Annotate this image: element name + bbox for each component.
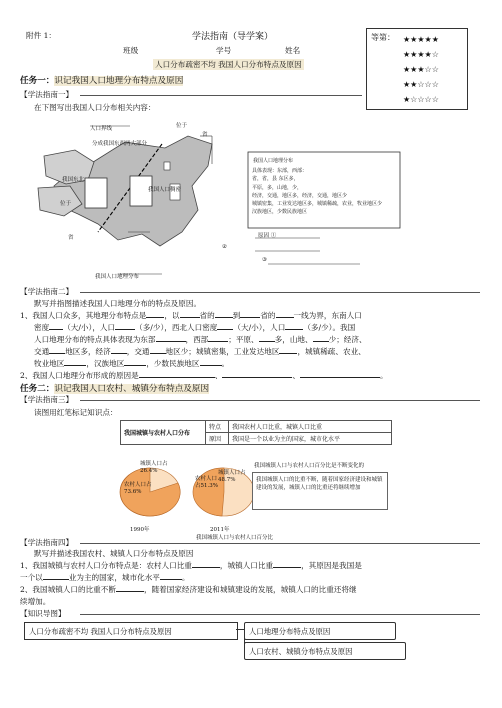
table-row2-head: 原因 xyxy=(206,433,229,445)
grade-row-4: ★★★★☆ xyxy=(403,50,439,59)
task1-label: 任务一： xyxy=(20,76,55,86)
map-label-river: 位于 xyxy=(176,123,188,129)
panel-line-6: 汉族地区，少数民族地区 xyxy=(252,209,308,216)
mindmap-root xyxy=(24,622,238,640)
map-label-note: 分成我国东西两大部分 xyxy=(92,141,148,147)
guide2-item1-line3: 人口地理分布的特点具体表现为东部 ，西部 ；平原、 多，山地、 少；经济、 xyxy=(34,335,367,344)
guide2-instruction: 默写并指图描述我国人口地理分布的特点及原因。 xyxy=(34,299,202,308)
grade-row-2: ★★☆☆☆ xyxy=(403,80,439,89)
guide1-instruction: 在下图写出我国人口分布相关内容： xyxy=(34,103,156,112)
pie2-year: 2011年 xyxy=(210,527,230,533)
panel-reason-1: 原因 ① xyxy=(258,233,277,239)
map-panel-lines xyxy=(252,167,382,217)
mindmap-child-2 xyxy=(244,642,406,660)
grade-row-5: ★★★★★ xyxy=(403,35,439,44)
class-label: 班级 xyxy=(123,46,139,55)
panel-line-5: 城镇密集，工业发达地区多，城镇稀疏，农业，牧业地区少 xyxy=(252,201,383,208)
mindmap-child-1-text: 人口地理分布特点及原因 xyxy=(249,627,331,636)
table-row1-text: 我国农村人口比重，城镇人口比重 xyxy=(229,421,392,433)
panel-reason-2: ② xyxy=(222,244,227,250)
guide1-label: 【学法指南一】 xyxy=(20,90,74,99)
guide3-note2: 我国城镇人口的比重不断，随着国家经济建设和城镇建设的发展，城镇人口的比重还将继续增加 xyxy=(256,477,383,491)
guide3-note-box xyxy=(252,472,388,510)
map-label-north: 我国东北 xyxy=(62,177,85,183)
guide4-item1-line2: 一个以 业为主的国家，城市化水平 。 xyxy=(20,573,190,582)
guide4-item2: 2、我国城镇人口的比重不断 ，随着国家经济建设和城镇建设的发展，城镇人口的比重还将继 xyxy=(20,585,357,594)
mindmap-child-1 xyxy=(244,622,396,640)
guide4-label: 【学法指南四】 xyxy=(20,538,74,547)
guide3-label: 【学法指南三】 xyxy=(20,395,74,404)
guide4-instruction: 默写并描述我国农村、城镇人口分布特点及原因 xyxy=(34,549,194,558)
urban-rural-table xyxy=(120,420,392,445)
task2-text: 识记我国人口农村、城镇分布特点及原因 xyxy=(54,384,210,394)
grade-box xyxy=(366,28,468,110)
grade-label: 等第： xyxy=(371,33,395,42)
guide2-item1-line5: 牧业地区 ，汉族地区 ，少数民族地区 。 xyxy=(34,359,230,368)
guide2-item2: 2、我国人口地理分布形成的原因是 、 、 。 xyxy=(20,371,388,380)
panel-line-1: 具体表现：东部，西部： xyxy=(252,168,308,174)
panel-reason-3: ③ xyxy=(262,257,267,263)
grade-row-3: ★★★☆☆ xyxy=(403,65,439,74)
task1-text: 识记我国人口地理分布特点及原因 xyxy=(54,76,184,86)
pie2-urban-label: 城镇人口占48.7% xyxy=(218,470,246,483)
page-title: 学法指南（导学案） xyxy=(192,32,274,42)
guide4-item1: 1、我国城镇与农村人口分布特点是：农村人口比重 ，城镇人口比重 ，其原因是我国是 xyxy=(20,561,362,570)
task2-label: 任务二： xyxy=(20,384,55,394)
table-row2-text: 我国是一个以业为主的国家，城市化水平 xyxy=(229,433,392,445)
guide2-item1-line1: 1、我国人口众多，其地理分布特点是 ，以 省的 到 省的 一线为界，东南人口 xyxy=(20,311,362,320)
guide3-instruction: 读图用红笔标记知识点： xyxy=(34,408,118,417)
annex-label: 附件 1： xyxy=(26,31,57,40)
name-label: 姓名 xyxy=(285,46,301,55)
pie1-urban-label: 城镇人口占26.4% xyxy=(140,461,168,474)
mindmap-child-2-text: 人口农村、城镇分布特点及原因 xyxy=(249,647,353,656)
panel-line-4: 经济，交通，地区多，经济，交通，地区少 xyxy=(252,192,348,199)
pie1-rural-label: 农村人口占73.6% xyxy=(124,482,152,495)
map-label-south: 位于 xyxy=(60,201,72,207)
guide2-item1-line2: 密度 （大/小），人口 （多/少），西北人口密度 （大/小），人口 （多/少）。我国 xyxy=(34,323,356,332)
map-label-prov1: 省 xyxy=(202,132,208,138)
panel-line-3: 平原，多，山地，少， xyxy=(252,184,303,191)
grade-row-1: ★☆☆☆☆ xyxy=(403,95,439,104)
guide3-note1: 我国城镇人口与农村人口百分比是不断变化的 xyxy=(254,463,365,469)
pie2-rural-label: 农村人口占51.3% xyxy=(195,476,218,489)
task2-heading xyxy=(20,382,209,394)
task1-heading xyxy=(20,74,183,86)
number-label: 学号 xyxy=(216,46,232,55)
table-row1-head: 特点 xyxy=(206,421,229,433)
table-title: 我国城镇与农村人口分布 xyxy=(121,421,206,445)
map-panel-title: 我国人口地理分布 xyxy=(253,158,294,164)
pie1-year: 1990年 xyxy=(130,527,150,533)
map-caption: 我国人口地理分布 xyxy=(95,274,140,280)
guide2-item1-line4: 交通 地区多，经济 ，交通 地区少；城镇密集，工业发达地区 ，城镇稀疏、农业、 xyxy=(34,347,366,356)
grade-stars xyxy=(403,32,439,107)
lesson-subtitle: 人口分布疏密不均 我国人口分布特点及原因 xyxy=(155,60,302,69)
guide4-item2-line2: 续增加。 xyxy=(20,597,51,606)
map-label-prov2: 省 xyxy=(68,235,74,241)
guide2-label: 【学法指南二】 xyxy=(20,287,74,296)
map-label-east-note: 我国人口稠密 xyxy=(148,187,182,193)
map-blank-west xyxy=(85,178,107,208)
mindmap-label: 【知识导图】 xyxy=(20,609,66,618)
pie-caption: 我国城镇人口与农村人口百分比 xyxy=(196,535,274,541)
map-label-huanyong: 人口界线 xyxy=(90,126,113,132)
mindmap-root-text: 人口分布疏密不均 我国人口分布特点及原因 xyxy=(29,627,172,636)
panel-line-2: 省，省，县 东区多， xyxy=(252,176,299,183)
